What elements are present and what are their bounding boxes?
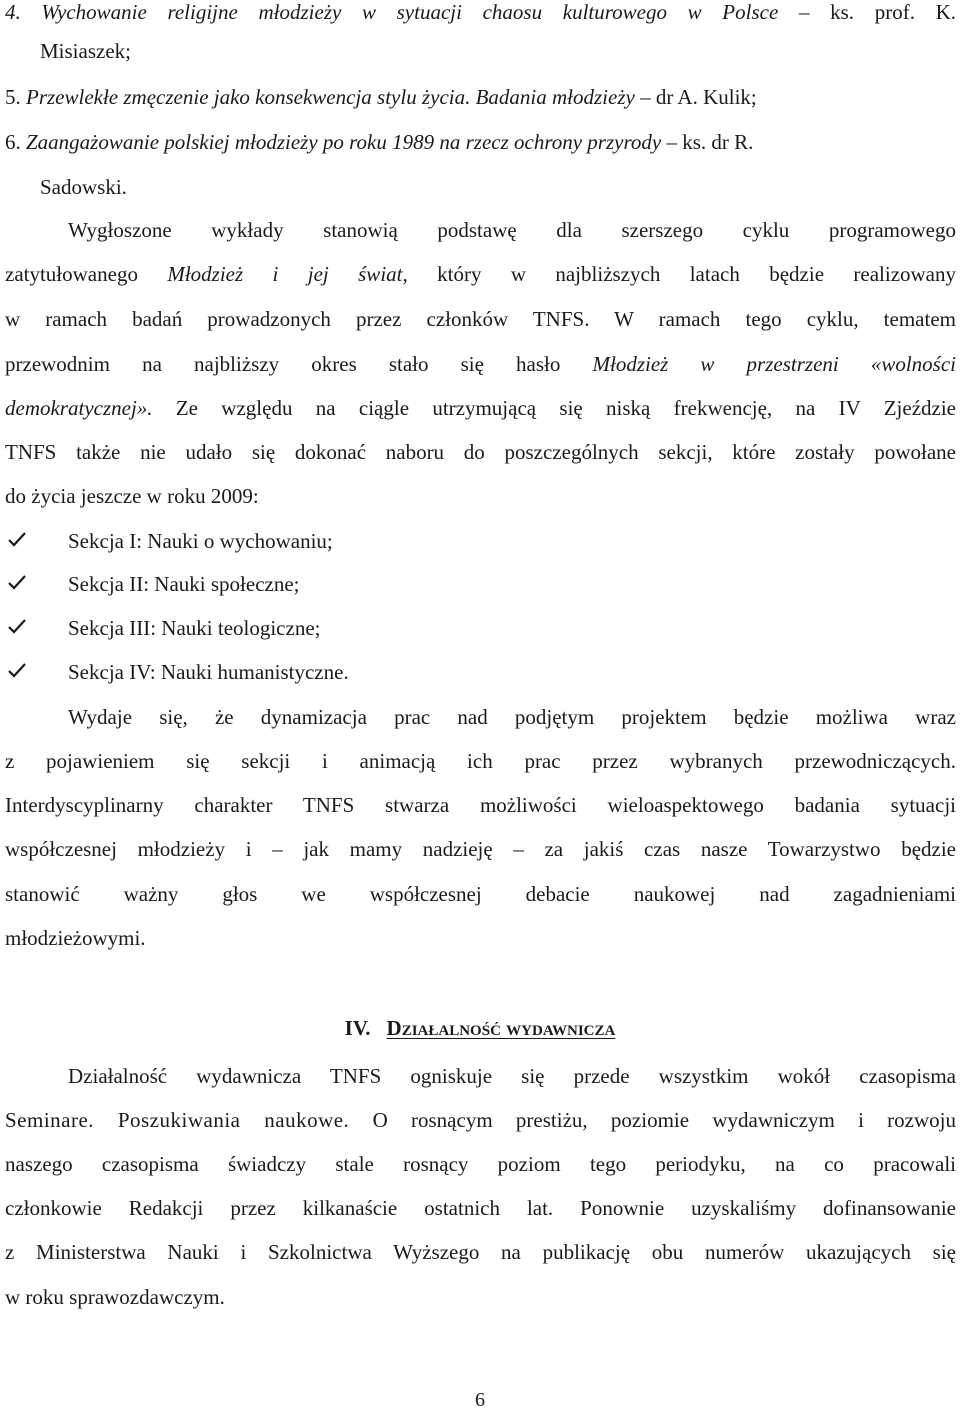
paragraph-1-line-2: zatytułowanego Młodzież i jej świat, który w najbliższych latach będzie realizowany: [5, 262, 957, 286]
paragraph-1-line-3: w ramach badań prowadzonych przez członków TNFS. W ramach tego cyklu, tematem: [5, 307, 956, 331]
checkmark-icon: [8, 613, 30, 643]
paragraph-3-line-5: z Ministerstwa Nauki i Szkolnictwa Wyższego na publikację obu numerów ukazujących się: [5, 1240, 956, 1264]
paragraph-3-line-3: naszego czasopisma świadczy stale rosnący poziom tego periodyku, na co pracowali: [5, 1152, 956, 1176]
checkmark-icon: [8, 569, 30, 599]
paragraph-3-line-4: członkowie Redakcji przez kilkanaście ostatnich lat. Ponownie uzyskaliśmy dofinansowanie: [5, 1196, 956, 1220]
paragraph-3-line-6: w roku sprawozdawczym.: [5, 1285, 225, 1309]
list-item-6-line1: 6. Zaangażowanie polskiej młodzieży po roku 1989 na rzecz ochrony przyrody – ks. dr R.: [5, 130, 754, 154]
paragraph-1-line-4: przewodnim na najbliższy okres stało się hasło Młodzież w przestrzeni «wolności: [5, 352, 956, 376]
section-item: Sekcja IV: Nauki humanistyczne.: [68, 660, 349, 684]
paragraph-2-line-6: młodzieżowymi.: [5, 926, 146, 950]
checkmark-icon: [8, 657, 30, 687]
section-item: Sekcja I: Nauki o wychowaniu;: [68, 529, 333, 553]
paragraph-2-line-3: Interdyscyplinarny charakter TNFS stwarza możliwości wieloaspektowego badania sytuacji: [5, 793, 956, 817]
page-number: 6: [475, 1389, 485, 1411]
section-heading-title: Działalność wydawnicza: [386, 1016, 616, 1040]
paragraph-1-line-5: demokratycznej». Ze względu na ciągle utrzymującą się niską frekwencję, na IV Zjeździe: [5, 396, 956, 420]
section-item: Sekcja II: Nauki społeczne;: [68, 572, 300, 596]
list-item-5: 5. Przewlekłe zmęczenie jako konsekwencja stylu życia. Badania młodzieży – dr A. Kulik;: [5, 85, 757, 109]
paragraph-3-line-2: Seminare. Poszukiwania naukowe. O rosnącym prestiżu, poziomie wydawniczym i rozwoju: [5, 1108, 956, 1132]
list-item-6-line2: Sadowski.: [40, 175, 127, 199]
list-item-4-line2: Misiaszek;: [40, 39, 131, 63]
list-item-4-line1: 4. Wychowanie religijne młodzieży w sytuacji chaosu kulturowego w Polsce – ks. prof. K.: [5, 0, 957, 24]
section-heading: [0, 1013, 960, 1043]
section-heading-number: IV.: [344, 1016, 371, 1040]
paragraph-2-line-1: Wydaje się, że dynamizacja prac nad podjętym projektem będzie możliwa wraz: [68, 705, 956, 729]
section-item: Sekcja III: Nauki teologiczne;: [68, 616, 321, 640]
paragraph-2-line-2: z pojawieniem się sekcji i animacją ich prac przez wybranych przewodniczących.: [5, 749, 956, 773]
paragraph-1-line-6: TNFS także nie udało się dokonać naboru do poszczególnych sekcji, które zostały powołane: [5, 440, 956, 464]
paragraph-2-line-4: współczesnej młodzieży i – jak mamy nadzieję – za jakiś czas nasze Towarzystwo będzie: [5, 837, 956, 861]
paragraph-1-line-7: do życia jeszcze w roku 2009:: [5, 484, 259, 508]
paragraph-2-line-5: stanowić ważny głos we współczesnej debacie naukowej nad zagadnieniami: [5, 882, 956, 906]
checkmark-icon: [8, 526, 30, 556]
paragraph-1-line-1: Wygłoszone wykłady stanowią podstawę dla szerszego cyklu programowego: [68, 218, 956, 242]
paragraph-3-line-1: Działalność wydawnicza TNFS ogniskuje się przede wszystkim wokół czasopisma: [68, 1064, 956, 1088]
